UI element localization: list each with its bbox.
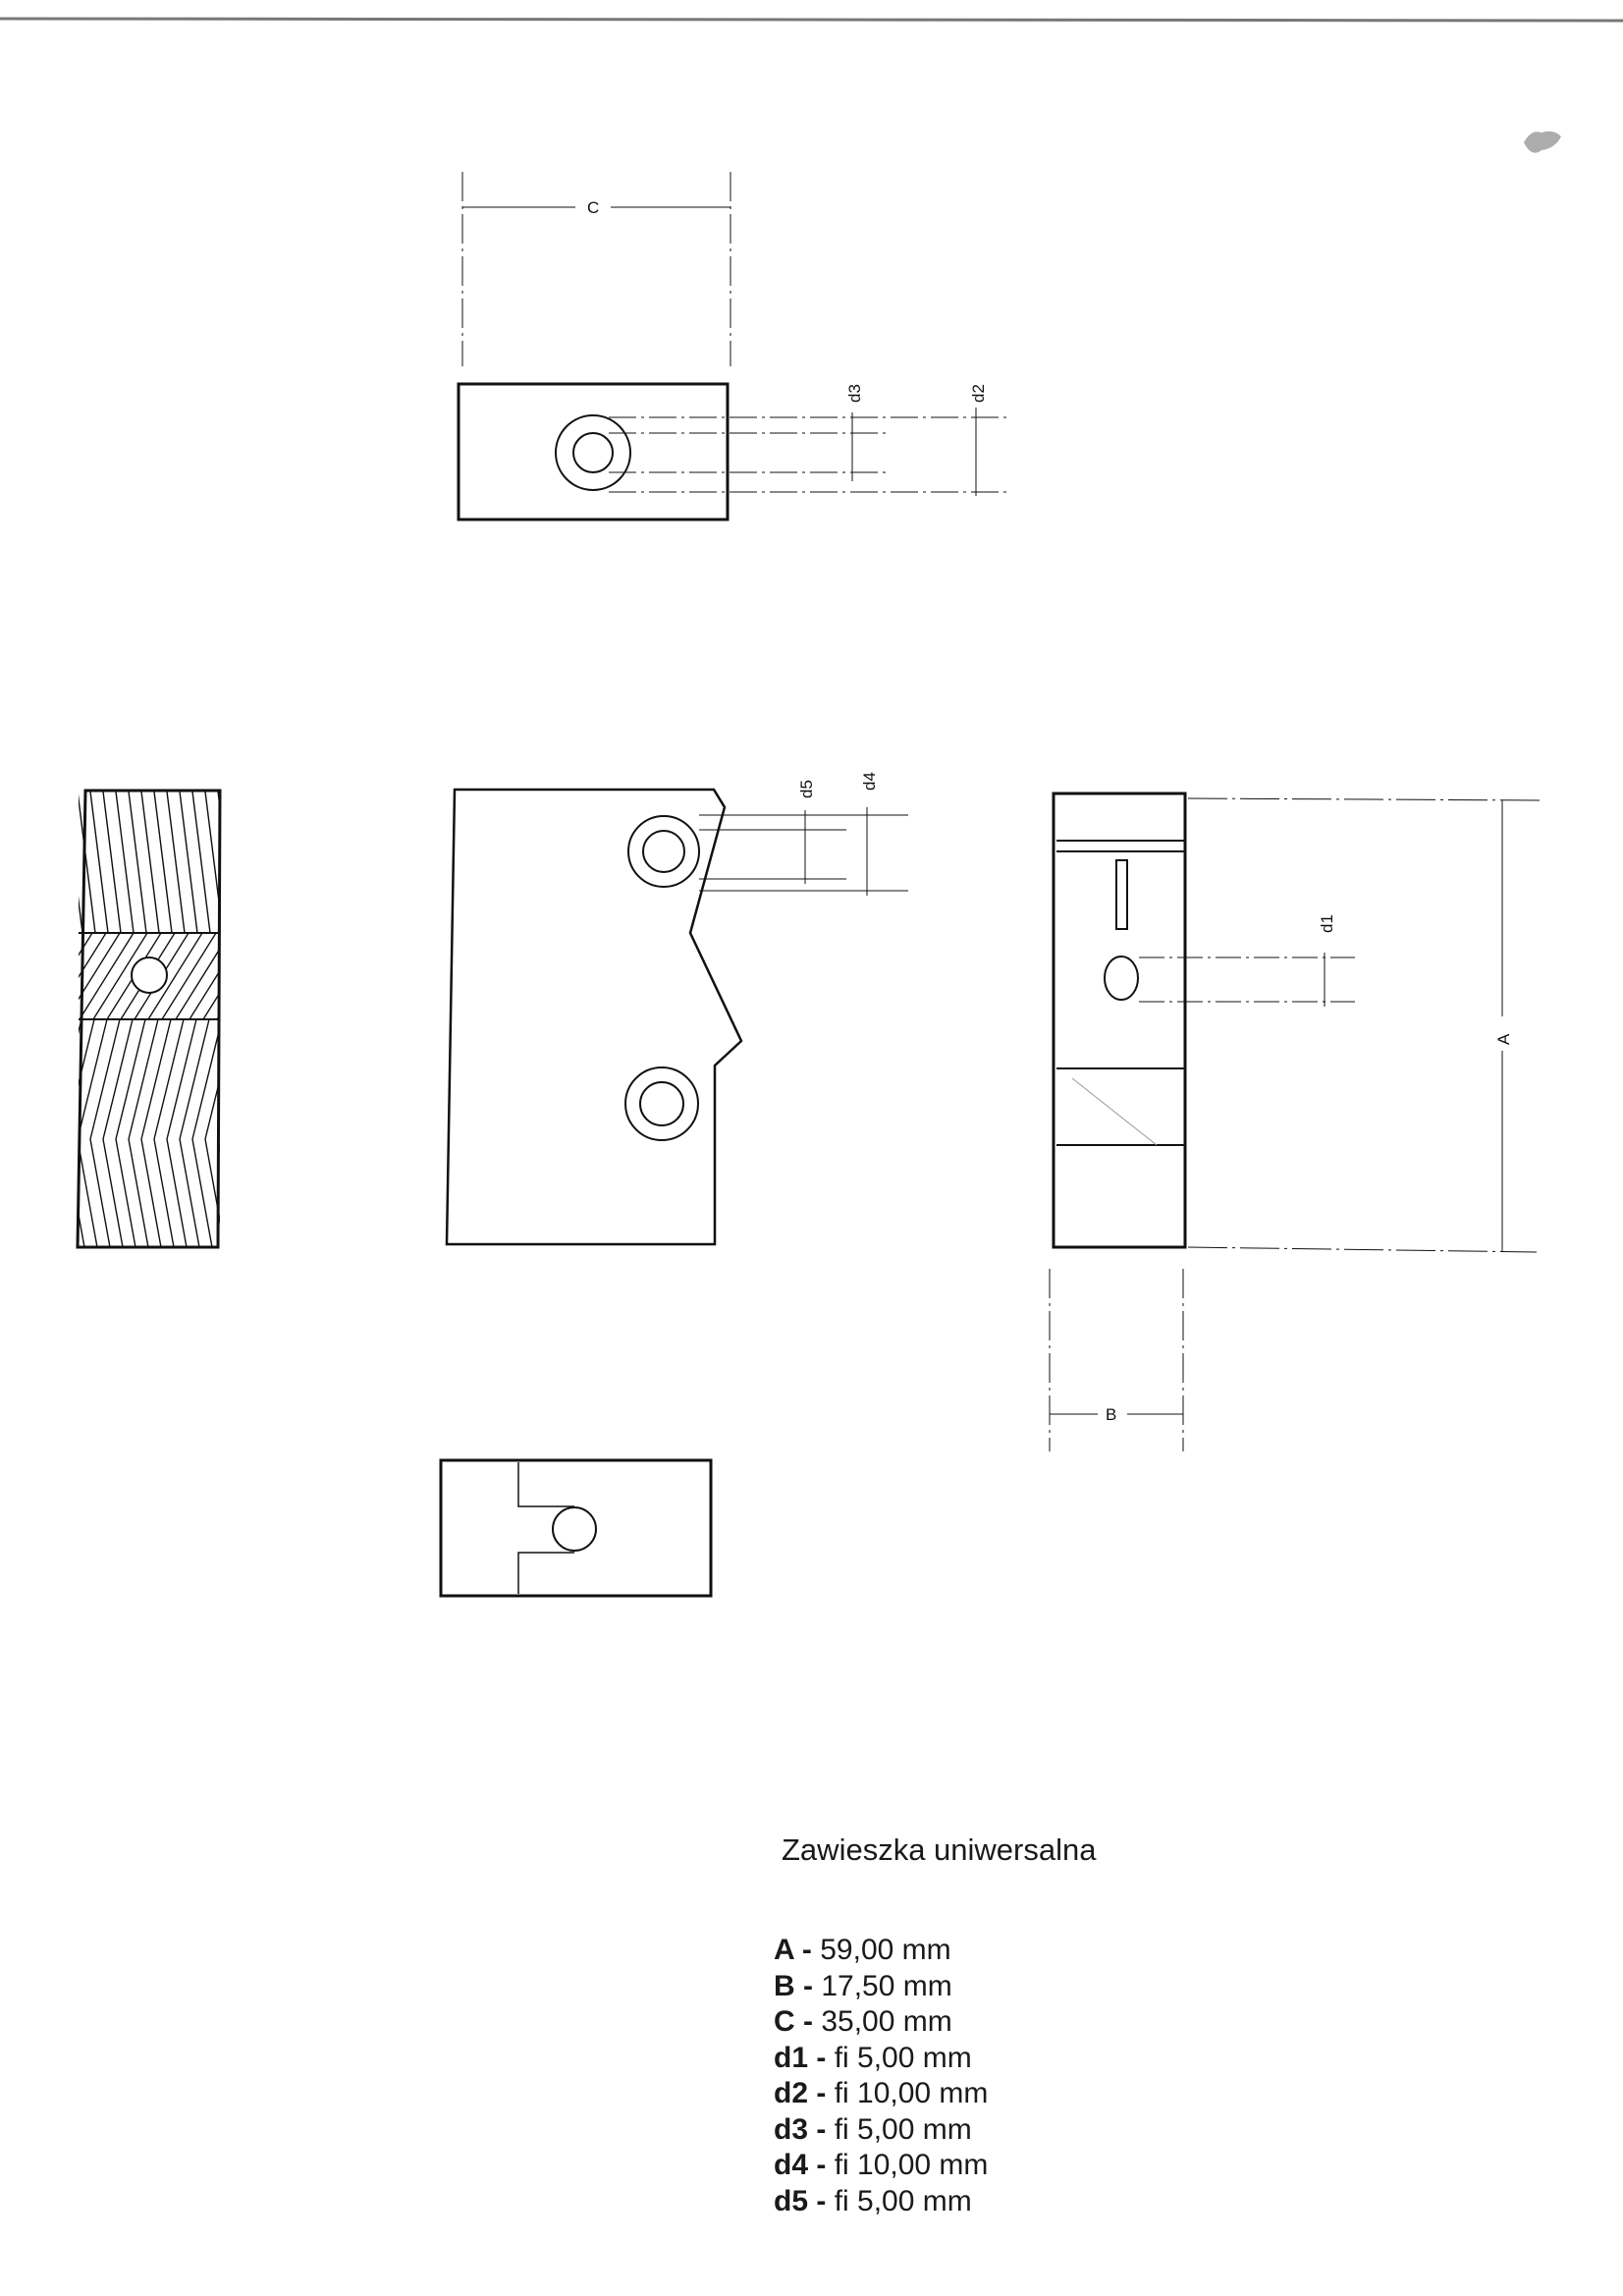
spec-separator: - — [808, 2041, 835, 2074]
spec-separator: - — [794, 1969, 822, 2002]
front-hole-lower-outer — [625, 1067, 698, 1140]
top-view-outline — [459, 384, 728, 519]
spec-value: fi 5,00 mm — [834, 2184, 972, 2217]
bottom-view — [441, 1460, 711, 1596]
spec-row-d5 — [774, 2184, 988, 2220]
spec-value: fi 5,00 mm — [834, 2041, 972, 2074]
dim-label-d3: d3 — [845, 384, 864, 403]
front-hole-lower-inner — [640, 1082, 683, 1125]
dim-label-b: B — [1106, 1405, 1117, 1424]
front-hole-upper-inner — [643, 831, 684, 872]
spec-key: d2 — [774, 2077, 809, 2109]
spec-row-a — [774, 1933, 988, 1969]
side-view-slot — [1116, 860, 1127, 929]
hatch-lower — [39, 1019, 273, 1139]
hatch-top — [39, 792, 248, 933]
spec-key: d3 — [774, 2112, 809, 2146]
spec-key: d1 — [774, 2041, 809, 2074]
spec-row-d1 — [774, 2041, 988, 2077]
top-view-outer-circle — [556, 415, 630, 490]
front-view-outline — [447, 790, 741, 1244]
dim-label-d4: d4 — [860, 772, 879, 791]
spec-row-d3 — [774, 2112, 988, 2149]
front-hole-upper-outer — [628, 816, 699, 887]
spec-value: 35,00 mm — [821, 2005, 952, 2038]
dim-label-c: C — [587, 198, 600, 217]
dim-label-a: A — [1494, 1033, 1513, 1045]
spec-key: d4 — [774, 2149, 809, 2181]
bottom-view-outline — [441, 1460, 711, 1596]
spec-value: 59,00 mm — [820, 1934, 951, 1966]
spec-row-b — [774, 1969, 988, 2005]
left-section-view — [25, 791, 285, 1247]
spec-separator: - — [808, 2184, 835, 2217]
spec-key: B — [774, 1969, 795, 2002]
dim-label-d2: d2 — [969, 384, 988, 403]
spec-separator: - — [794, 2005, 822, 2038]
spec-row-d2 — [774, 2076, 988, 2112]
front-view — [447, 790, 908, 1244]
side-view — [1050, 793, 1542, 1451]
section-hole — [132, 957, 167, 993]
spec-value: fi 10,00 mm — [834, 2077, 989, 2109]
scan-border-line — [0, 19, 1623, 21]
top-view — [459, 172, 1011, 519]
scan-speck — [1524, 132, 1561, 153]
top-view-inner-circle — [573, 433, 613, 472]
side-view-hole — [1105, 957, 1138, 1000]
spec-separator: - — [808, 2077, 835, 2109]
bottom-view-slot — [518, 1462, 574, 1594]
spec-separator: - — [793, 1934, 821, 1966]
side-view-outline — [1054, 793, 1185, 1247]
spec-value: fi 5,00 mm — [834, 2112, 972, 2146]
specification-list — [774, 1933, 988, 2219]
spec-value: 17,50 mm — [821, 1969, 952, 2002]
spec-key: C — [774, 2005, 795, 2038]
spec-key: A — [774, 1934, 794, 1966]
dim-label-d1: d1 — [1318, 914, 1336, 933]
spec-row-d4 — [774, 2148, 988, 2184]
dim-label-d5: d5 — [797, 780, 816, 798]
spec-value: fi 10,00 mm — [834, 2149, 989, 2181]
spec-row-c — [774, 2004, 988, 2041]
spec-separator: - — [808, 2149, 835, 2181]
spec-separator: - — [808, 2112, 835, 2146]
drawing-title: Zawieszka uniwersalna — [782, 1832, 1097, 1867]
spec-key: d5 — [774, 2184, 809, 2217]
bottom-view-hole — [553, 1507, 596, 1551]
